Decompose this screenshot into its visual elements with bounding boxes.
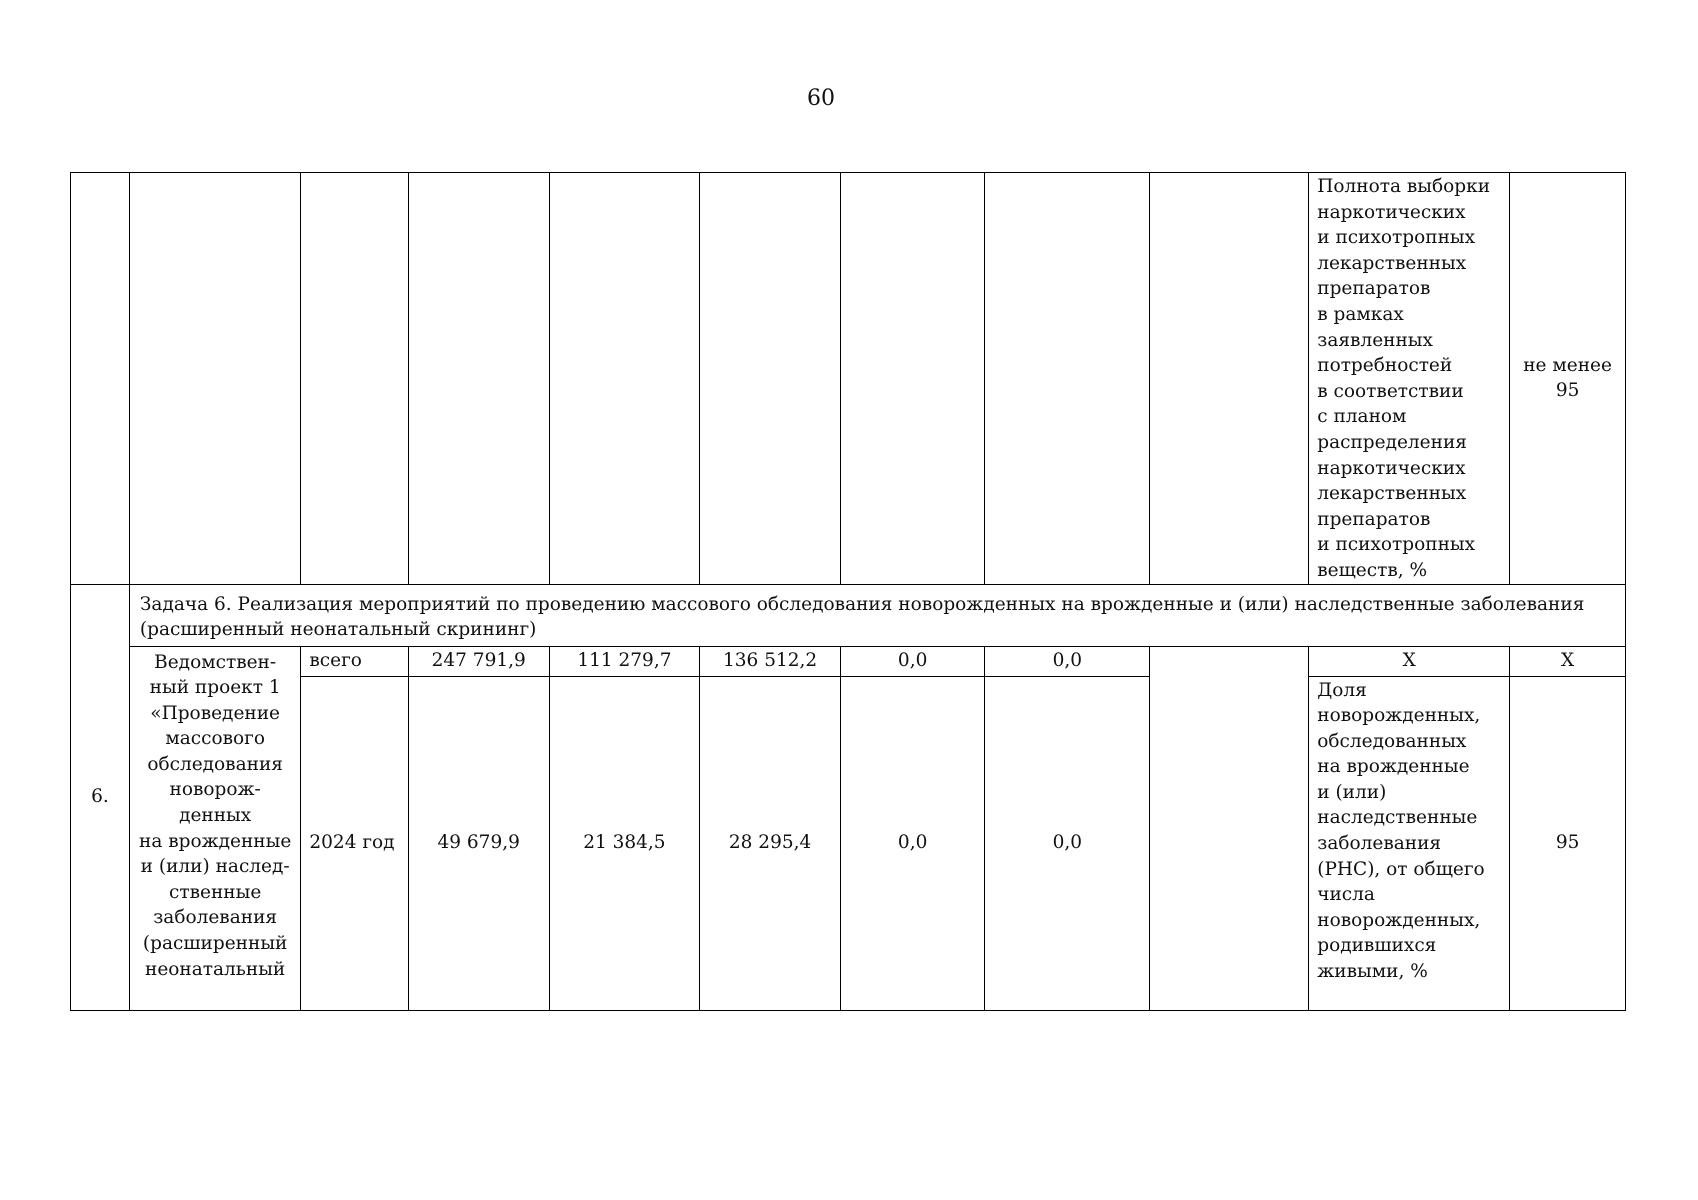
table-row-previous-indicator [71, 173, 1626, 585]
budget-table [70, 172, 1626, 1011]
project-name: Ведомствен- ный проект 1 «Проведение массового обследования новорож- денных на врожденные и (или) наслед- ственные заболевания (расширенный неонатальный [129, 646, 300, 1010]
task-title: Задача 6. Реализация мероприятий по проведению массового обследования новорожденных на врожденные и (или) наследственные заболевания (расширенный неонатальный скрининг) [129, 584, 1625, 646]
indicator-cell: Х [1309, 646, 1510, 676]
page-number: 60 [807, 86, 835, 111]
target-value-cell: не менее 95 [1510, 173, 1626, 585]
cell-empty [549, 173, 699, 585]
cell-empty [129, 173, 300, 585]
period-cell: 2024 год [301, 676, 408, 1010]
cell-empty [71, 173, 130, 585]
table-row-total [71, 646, 1626, 676]
table-row-year [71, 676, 1626, 1010]
table-row-task [71, 584, 1626, 646]
value-cell: 247 791,9 [408, 646, 549, 676]
cell-empty [408, 173, 549, 585]
period-cell: всего [301, 646, 408, 676]
target-value-cell: Х [1510, 646, 1626, 676]
value-cell: 0,0 [841, 646, 985, 676]
cell-empty [1150, 173, 1309, 585]
value-cell: 111 279,7 [549, 646, 699, 676]
indicator-cell: Доля новорожденных, обследованных на врожденные и (или) наследственные заболевания (РНС), от общего числа новорожденных, родившихся живыми, % [1309, 676, 1510, 1010]
value-cell: 136 512,2 [700, 646, 841, 676]
value-cell: 49 679,9 [408, 676, 549, 1010]
value-cell: 0,0 [985, 676, 1150, 1010]
row-number: 6. [71, 584, 130, 1010]
cell-empty [700, 173, 841, 585]
indicator-cell: Полнота выборки наркотических и психотропных лекарственных препаратов в рамках заявленных потребностей в соответствии с планом распределения наркотических лекарственных препаратов и психотропных веществ, % [1309, 173, 1510, 585]
cell-empty [301, 173, 408, 585]
cell-empty [841, 173, 985, 585]
value-cell: 21 384,5 [549, 676, 699, 1010]
value-cell: 0,0 [841, 676, 985, 1010]
cell-empty [985, 173, 1150, 585]
cell-empty [1150, 646, 1309, 1010]
value-cell: 0,0 [985, 646, 1150, 676]
target-value-cell: 95 [1510, 676, 1626, 1010]
value-cell: 28 295,4 [700, 676, 841, 1010]
